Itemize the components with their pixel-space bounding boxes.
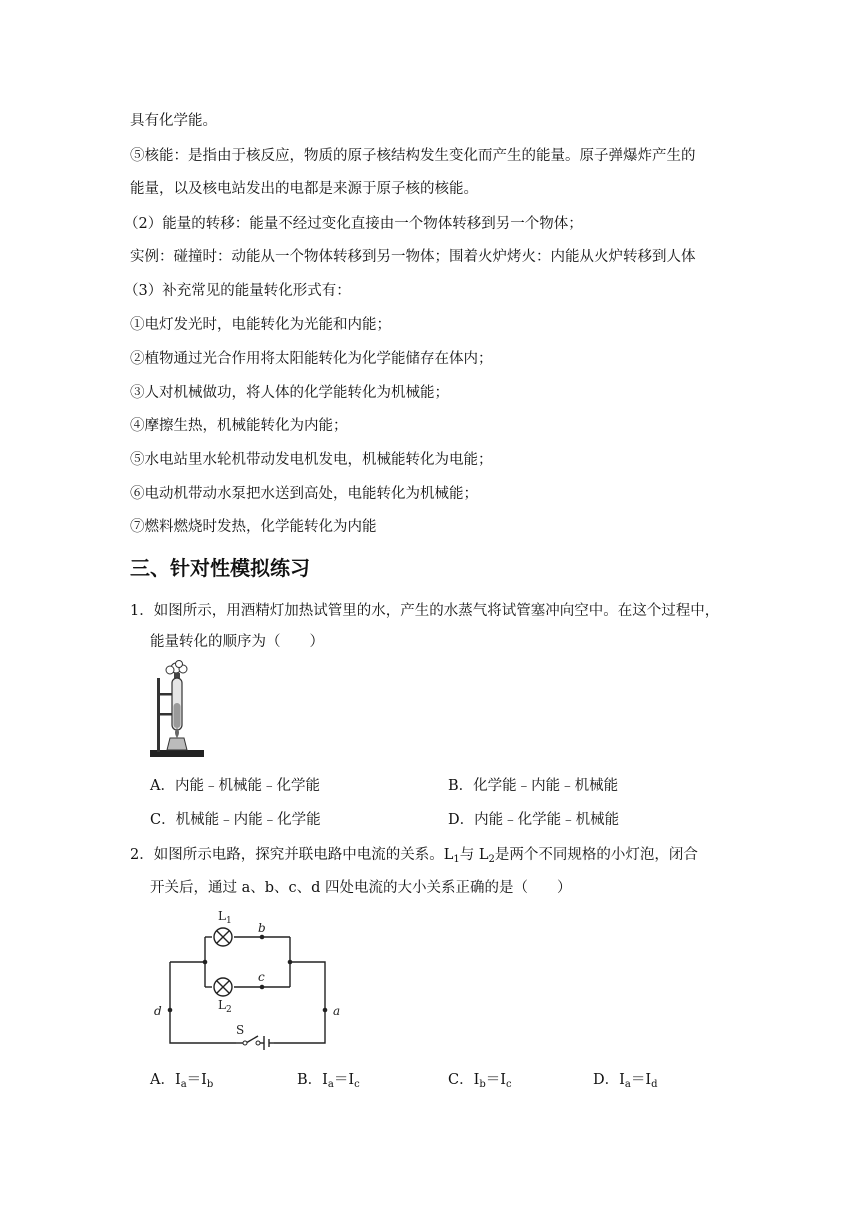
subscript: a: [180, 1079, 187, 1090]
subscript: d: [651, 1079, 658, 1090]
text-line: ①电灯发光时，电能转化为光能和内能；: [130, 317, 391, 333]
q2-stem-text: 是两个不同规格的小灯泡，闭合: [494, 847, 698, 863]
subscript: c: [505, 1079, 512, 1090]
subscript: b: [206, 1079, 214, 1090]
text-line: ③人对机械做功，将人体的化学能转化为机械能；: [130, 385, 449, 401]
subscript: a: [327, 1079, 334, 1090]
option-text: B．I: [297, 1072, 328, 1088]
option-text: ＝I: [186, 1072, 207, 1088]
text-line: ⑤水电站里水轮机带动发电机发电，机械能转化为电能；: [130, 452, 493, 468]
text-line: ⑦燃料燃烧时发热，化学能转化为内能: [130, 519, 377, 535]
parallel-circuit-figure: [150, 905, 350, 1055]
label-l2-letter: L: [218, 998, 226, 1012]
text-line: （3）补充常见的能量转化形式有：: [124, 283, 351, 299]
label-d: d: [154, 1004, 162, 1018]
subscript: 2: [488, 854, 495, 865]
option-text: ＝I: [333, 1072, 355, 1088]
label-b: b: [258, 921, 266, 935]
label-l2-sub: 2: [225, 1005, 232, 1015]
text-line: ⑥电动机带动水泵把水送到高处，电能转化为机械能；: [130, 486, 478, 502]
option-text: C．I: [448, 1072, 480, 1088]
section-title: 三、针对性模拟练习: [130, 556, 310, 580]
q2-option-b[interactable]: [297, 1070, 360, 1095]
q2-option-a[interactable]: [150, 1070, 213, 1095]
option-text: ＝I: [630, 1072, 652, 1088]
label-l1: [218, 909, 232, 926]
label-l2: [218, 998, 232, 1015]
option-text: D．I: [593, 1072, 625, 1088]
q1-option-b[interactable]: B．化学能﹣内能﹣机械能: [448, 778, 619, 794]
subscript: a: [624, 1079, 631, 1090]
option-text: A．I: [150, 1072, 181, 1088]
alcohol-lamp-test-tube-figure: [148, 658, 206, 764]
q2-stem-text: 2．如图所示电路，探究并联电路中电流的关系。L: [130, 847, 454, 863]
text-line: ②植物通过光合作用将太阳能转化为化学能储存在体内；: [130, 351, 493, 367]
q2-option-d[interactable]: [593, 1070, 657, 1095]
text-line: 能量，以及核电站发出的电都是来源于原子核的核能。: [130, 181, 478, 197]
label-l1-sub: 1: [225, 916, 232, 926]
q1-option-c[interactable]: C．机械能﹣内能﹣化学能: [150, 812, 321, 828]
label-switch: S: [236, 1023, 245, 1037]
subscript: 1: [453, 854, 460, 865]
text-line: 具有化学能。: [130, 113, 217, 129]
text-line: （2）能量的转移：能量不经过变化直接由一个物体转移到另一个物体；: [124, 216, 583, 232]
label-a: a: [333, 1004, 341, 1018]
q2-stem-line1: [130, 845, 698, 870]
q2-stem-line2: 开关后，通过 a、b、c、d 四处电流的大小关系正确的是（ ）: [150, 880, 572, 896]
subscript: c: [354, 1079, 360, 1090]
label-l1-letter: L: [218, 909, 226, 923]
q2-option-c[interactable]: [448, 1070, 512, 1095]
text-line: ④摩擦生热，机械能转化为内能；: [130, 418, 348, 434]
option-text: ＝I: [485, 1072, 506, 1088]
q1-stem-line2: 能量转化的顺序为（ ）: [150, 634, 324, 650]
q1-option-a[interactable]: A．内能﹣机械能﹣化学能: [150, 778, 320, 794]
q1-stem-line1: 1．如图所示，用酒精灯加热试管里的水，产生的水蒸气将试管塞冲向空中。在这个过程中，: [130, 603, 720, 619]
subscript: b: [479, 1079, 486, 1090]
label-c: c: [258, 970, 265, 984]
q1-option-d[interactable]: D．内能﹣化学能﹣机械能: [448, 812, 620, 828]
q2-stem-text: 与 L: [459, 847, 489, 863]
text-line: ⑤核能：是指由于核反应，物质的原子核结构发生变化而产生的能量。原子弹爆炸产生的: [130, 148, 696, 164]
text-line: 实例：碰撞时：动能从一个物体转移到另一物体；围着火炉烤火：内能从火炉转移到人体: [130, 249, 696, 265]
